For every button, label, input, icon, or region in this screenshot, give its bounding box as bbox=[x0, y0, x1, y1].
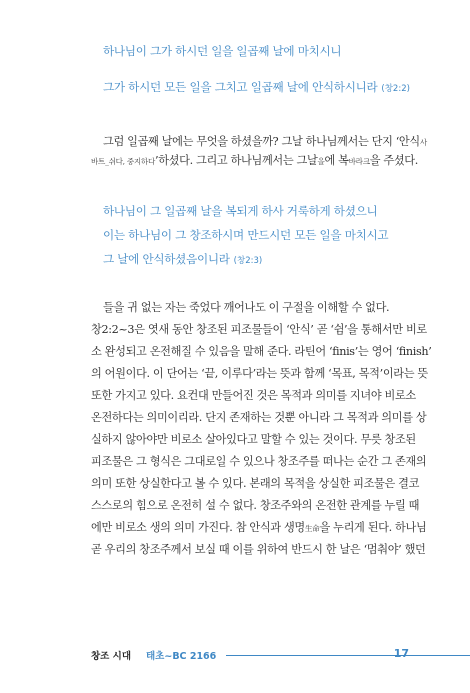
scripture-quote-2-text: 그 날에 안식하셨음이니라 bbox=[103, 252, 230, 266]
paragraph-1-text-c: 에 복 bbox=[324, 154, 349, 167]
paragraph-1-line-1 bbox=[103, 133, 427, 149]
annotation-barak: 바라크 bbox=[348, 157, 370, 166]
footer-period: 태초~BC 2166 bbox=[146, 651, 217, 662]
footer-divider bbox=[226, 655, 470, 656]
paragraph-2-line-6: 온전하다는 의미이리라. 단지 존재하는 것뿐 아니라 그 목적과 의미를 상 bbox=[91, 411, 427, 424]
paragraph-1-line-2 bbox=[91, 152, 418, 168]
scripture-quote-1-line-2 bbox=[103, 79, 410, 95]
footer-book-section: 창조 시대 bbox=[91, 651, 132, 662]
annotation-that-day: 을 bbox=[317, 157, 325, 166]
scripture-quote-2-line-1: 하나님이 그 일곱째 날을 복되게 하사 거룩하게 하셨으니 bbox=[103, 204, 378, 218]
paragraph-2-line-2: 창2:2~3은 엿새 동안 창조된 피조물들이 ‘안식’ 곧 ‘쉼’을 통해서만 비로 bbox=[91, 323, 427, 336]
paragraph-2-line-8: 피조물은 그 형식은 그대로일 수 있으나 창조주를 떠나는 순간 그 존재의 bbox=[91, 455, 427, 468]
paragraph-1-text-d: 을 주셨다. bbox=[369, 154, 418, 167]
scripture-quote-2-line-2: 이는 하나님이 그 창조하시며 만드시던 모든 일을 마치시고 bbox=[103, 228, 389, 242]
paragraph-2-line-5: 또한 가지고 있다. 요컨대 만들어진 것은 목적과 의미를 지녀야 비로소 bbox=[91, 389, 416, 402]
paragraph-1-text-a: 그럼 일곱째 날에는 무엇을 하셨을까? 그날 하나님께서는 단지 ‘안식 bbox=[103, 135, 420, 148]
scripture-quote-1-line-1: 하나님이 그가 하시던 일을 일곱째 날에 마치시니 bbox=[103, 44, 342, 58]
page-number: 17 bbox=[393, 647, 409, 660]
paragraph-2-line-7: 실하지 않아야만 비로소 살아있다고 말할 수 있는 것이다. 무릇 창조된 bbox=[91, 433, 416, 446]
paragraph-2-line-11-text-b: 을 누리게 된다. 하나님 bbox=[319, 521, 427, 534]
scripture-quote-2-line-3 bbox=[103, 251, 262, 267]
paragraph-2-line-10: 스스로의 힘으로 온전히 설 수 없다. 창조주와의 온전한 관계를 누릴 때 bbox=[91, 499, 420, 512]
scripture-quote-1-text: 그가 하시던 모든 일을 그치고 일곱째 날에 안식하시니라 bbox=[103, 80, 378, 94]
paragraph-2-line-1: 들을 귀 없는 자는 죽었다 깨어나도 이 구절을 이해할 수 없다. bbox=[103, 301, 390, 314]
paragraph-2-line-9: 의미 또한 상실한다고 볼 수 있다. 본래의 목적을 상실한 피조물은 결코 bbox=[91, 477, 420, 490]
annotation-sabbath-2: 바트_쉬다, 중지하다 bbox=[91, 157, 156, 166]
paragraph-2-line-4: 의 어원이다. 이 단어는 ‘끝, 이루다’라는 뜻과 함께 ‘목표, 목적’이라는 뜻 bbox=[91, 367, 428, 380]
paragraph-2-line-3: 소 완성되고 온전해질 수 있음을 말해 준다. 라틴어 ‘finis’는 영어 ‘finish’ bbox=[91, 345, 432, 358]
page-footer bbox=[91, 648, 411, 664]
paragraph-1-text-b: ’하셨다. 그리고 하나님께서는 그날 bbox=[155, 154, 318, 167]
paragraph-2-line-11 bbox=[91, 519, 427, 535]
scripture-reference-2: (창2:3) bbox=[233, 256, 263, 266]
scripture-reference-1: (창2:2) bbox=[381, 84, 410, 94]
annotation-life: 生命 bbox=[304, 524, 320, 533]
annotation-sabbath-1: 사 bbox=[419, 138, 427, 147]
paragraph-2-line-11-text-a: 에만 비로소 생의 의미 가진다. 참 안식과 생명 bbox=[91, 521, 305, 534]
paragraph-2-line-12: 곧 우리의 창조주께서 보실 때 이를 위하여 반드시 한 날은 ‘멈춰야’ 했던 bbox=[91, 543, 426, 556]
